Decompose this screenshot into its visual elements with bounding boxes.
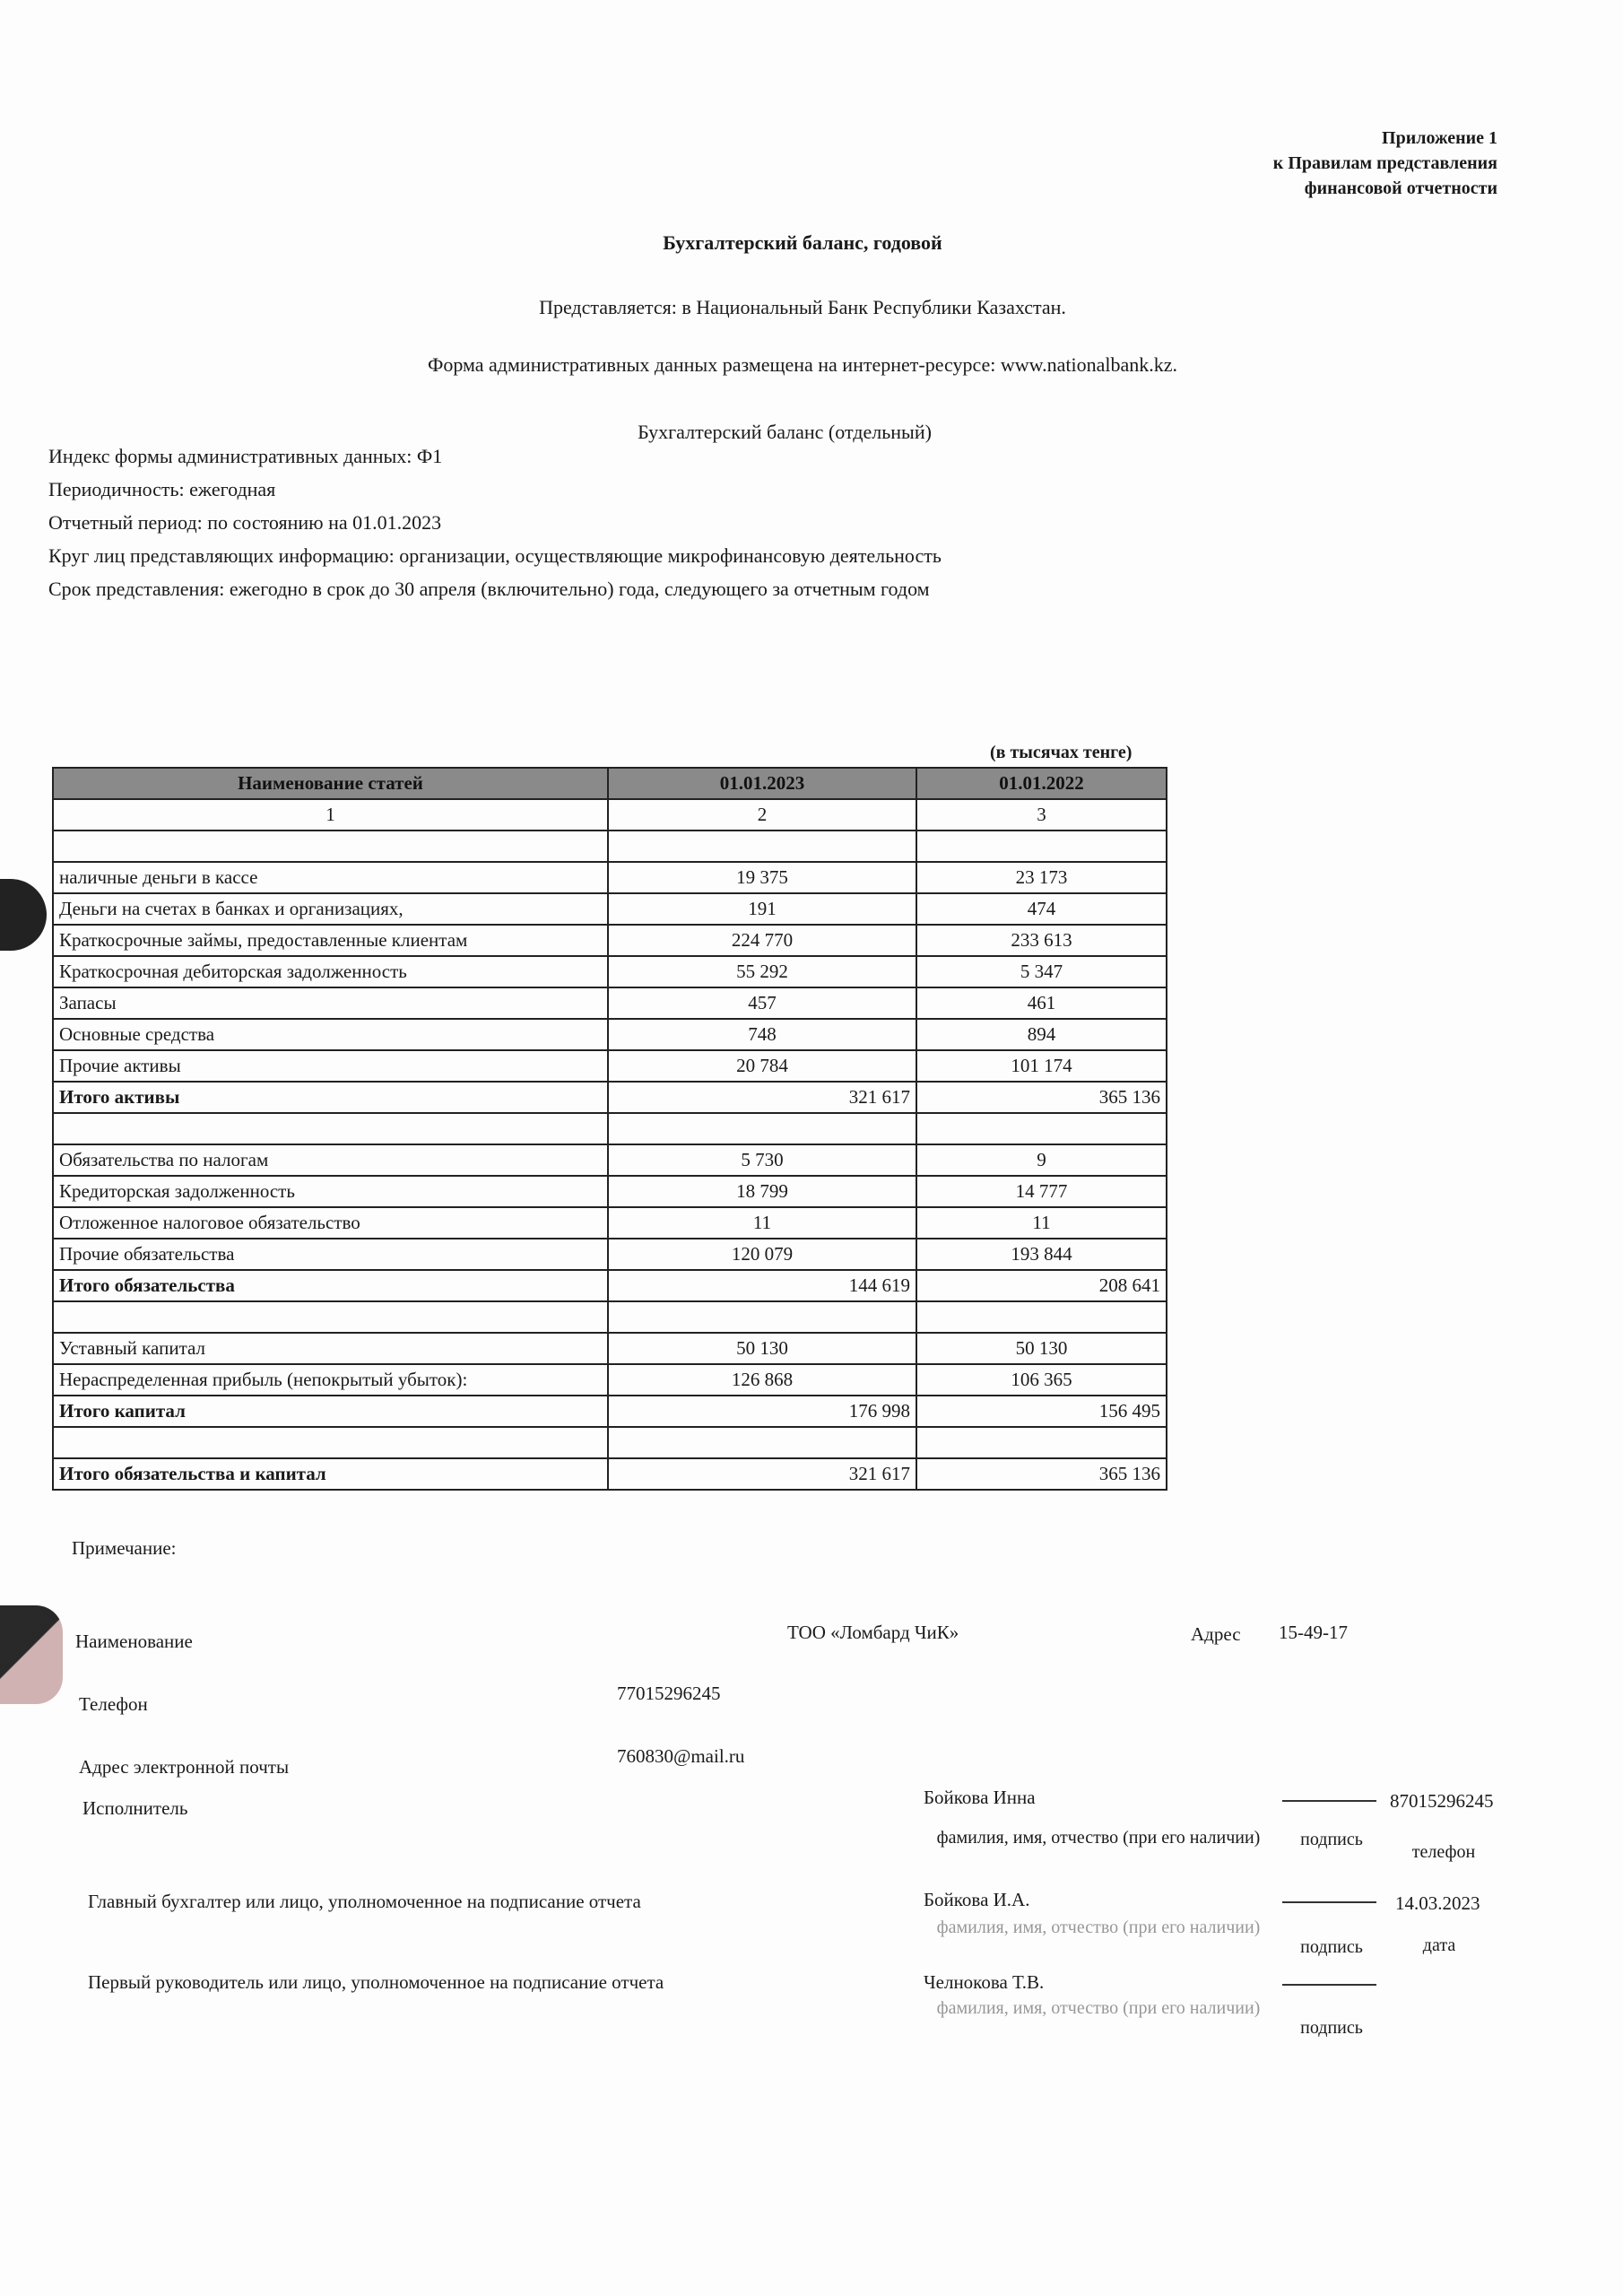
table-row (53, 1050, 1167, 1082)
row-label: Обязательства по налогам (53, 1144, 608, 1176)
executor-phone: 87015296245 (1390, 1790, 1494, 1812)
row-label: Итого обязательства (53, 1270, 608, 1301)
chief-accountant-signature-caption: подпись (1300, 1937, 1363, 1957)
row-label (53, 1427, 608, 1458)
row-label (53, 1301, 608, 1333)
value-2023: 5 730 (608, 1144, 916, 1176)
email-label: Адрес электронной почты (79, 1756, 290, 1778)
form-location: Форма административных данных размещена на интернет-ресурсе: www.nationalbank.kz. (427, 353, 1178, 376)
executor-signature-line (1282, 1800, 1376, 1802)
binder-clip-icon (0, 879, 47, 951)
value-2023: 55 292 (608, 956, 916, 987)
value-2022: 365 136 (916, 1082, 1167, 1113)
periodicity: Периодичность: ежегодная (48, 478, 276, 500)
value-2023: 19 375 (608, 862, 916, 893)
value-2022: 106 365 (916, 1364, 1167, 1396)
row-label: Краткосрочная дебиторская задолженность (53, 956, 608, 987)
reporting-scope: Круг лиц представляющих информацию: организации, осуществляющие микрофинансовую деятельность (48, 544, 942, 567)
phone-value: 77015296245 (617, 1683, 721, 1704)
column-index: 1 (53, 799, 608, 831)
table-row (53, 987, 1167, 1019)
column-index-row (53, 799, 1167, 831)
value-2023: 50 130 (608, 1333, 916, 1364)
director-name: Челнокова Т.В. (924, 1971, 1045, 1993)
executor-name: Бойкова Инна (924, 1787, 1036, 1808)
value-2023 (608, 831, 916, 862)
value-2023: 224 770 (608, 925, 916, 956)
value-2023 (608, 1427, 916, 1458)
table-row (53, 1427, 1167, 1458)
row-label: Краткосрочные займы, предоставленные клиентам (53, 925, 608, 956)
table-row (53, 1239, 1167, 1270)
table-header-row (53, 768, 1167, 799)
value-2023 (608, 1301, 916, 1333)
value-2022: 23 173 (916, 862, 1167, 893)
value-2023: 144 619 (608, 1270, 916, 1301)
value-2023 (608, 1113, 916, 1144)
value-2023: 321 617 (608, 1082, 916, 1113)
value-2022: 9 (916, 1144, 1167, 1176)
value-2023: 176 998 (608, 1396, 916, 1427)
value-2023: 11 (608, 1207, 916, 1239)
chief-accountant-fio-caption: фамилия, имя, отчество (при его наличии) (936, 1918, 1261, 1937)
balance-table (52, 767, 1167, 1491)
pen-icon (0, 1605, 63, 1704)
phone-label: Телефон (79, 1693, 148, 1715)
column-index: 3 (916, 799, 1167, 831)
value-2022: 14 777 (916, 1176, 1167, 1207)
value-2023: 18 799 (608, 1176, 916, 1207)
appendix-block (1273, 126, 1497, 201)
chief-accountant-signature-line (1282, 1901, 1376, 1903)
table-row (53, 1176, 1167, 1207)
chief-accountant-label: Главный бухгалтер или лицо, уполномоченное на подписание отчета (88, 1891, 641, 1912)
email-value: 760830@mail.ru (617, 1745, 745, 1767)
row-label: Отложенное налоговое обязательство (53, 1207, 608, 1239)
executor-signature-caption: подпись (1300, 1830, 1363, 1849)
row-label: Нераспределенная прибыль (непокрытый убыток): (53, 1364, 608, 1396)
appendix-line-2: к Правилам представления (1272, 153, 1497, 173)
row-label: Запасы (53, 987, 608, 1019)
chief-accountant-name: Бойкова И.А. (924, 1889, 1030, 1910)
value-2022: 11 (916, 1207, 1167, 1239)
director-label: Первый руководитель или лицо, уполномоченное на подписание отчета (88, 1971, 664, 1993)
meta-block (48, 439, 942, 605)
form-index: Индекс формы административных данных: Ф1 (48, 445, 443, 467)
value-2022: 461 (916, 987, 1167, 1019)
value-2022: 365 136 (916, 1458, 1167, 1490)
header-item-name: Наименование статей (53, 768, 608, 799)
value-2022: 5 347 (916, 956, 1167, 987)
row-label (53, 1113, 608, 1144)
value-2023: 748 (608, 1019, 916, 1050)
table-row (53, 1458, 1167, 1490)
submission-deadline: Срок представления: ежегодно в срок до 30 апреля (включительно) года, следующего за отчетным годом (48, 578, 930, 600)
header-date-2023: 01.01.2023 (608, 768, 916, 799)
value-2022: 193 844 (916, 1239, 1167, 1270)
table-row (53, 831, 1167, 862)
value-2023: 191 (608, 893, 916, 925)
table-row (53, 1270, 1167, 1301)
value-2023: 20 784 (608, 1050, 916, 1082)
value-2022: 894 (916, 1019, 1167, 1050)
executor-fio-caption: фамилия, имя, отчество (при его наличии) (936, 1828, 1261, 1848)
executor-phone-caption: телефон (1411, 1842, 1476, 1862)
row-label: Прочие обязательства (53, 1239, 608, 1270)
value-2022 (916, 1301, 1167, 1333)
table-row (53, 1082, 1167, 1113)
director-signature-line (1282, 1984, 1376, 1986)
table-row (53, 1364, 1167, 1396)
appendix-line-3: финансовой отчетности (1304, 178, 1497, 198)
row-label: Кредиторская задолженность (53, 1176, 608, 1207)
director-fio-caption: фамилия, имя, отчество (при его наличии) (936, 1998, 1261, 2018)
table-row (53, 893, 1167, 925)
value-2022 (916, 831, 1167, 862)
value-2023: 457 (608, 987, 916, 1019)
date-caption: дата (1422, 1935, 1456, 1955)
value-2022: 101 174 (916, 1050, 1167, 1082)
submitted-to: Представляется: в Национальный Банк Республики Казахстан. (539, 296, 1066, 318)
report-date: 14.03.2023 (1395, 1892, 1480, 1914)
executor-label: Исполнитель (82, 1797, 188, 1819)
table-row (53, 1396, 1167, 1427)
row-label: Основные средства (53, 1019, 608, 1050)
value-2022: 50 130 (916, 1333, 1167, 1364)
note-label: Примечание: (72, 1537, 177, 1559)
table-row (53, 1113, 1167, 1144)
row-label: Итого обязательства и капитал (53, 1458, 608, 1490)
row-label: Прочие активы (53, 1050, 608, 1082)
units-note: (в тысячах тенге) (990, 743, 1133, 762)
value-2022: 474 (916, 893, 1167, 925)
row-label: наличные деньги в кассе (53, 862, 608, 893)
value-2022 (916, 1113, 1167, 1144)
document-title: Бухгалтерский баланс, годовой (663, 231, 942, 254)
appendix-line-1: Приложение 1 (1382, 128, 1497, 148)
row-label: Итого активы (53, 1082, 608, 1113)
organization-name: ТОО «Ломбард ЧиК» (787, 1622, 959, 1643)
row-label: Уставный капитал (53, 1333, 608, 1364)
table-row (53, 1144, 1167, 1176)
table-row (53, 1207, 1167, 1239)
address-value: 15-49-17 (1279, 1622, 1348, 1643)
table-row (53, 1019, 1167, 1050)
table-row (53, 956, 1167, 987)
document-subtitle: Бухгалтерский баланс (отдельный) (638, 421, 932, 443)
table-row (53, 1301, 1167, 1333)
value-2022: 208 641 (916, 1270, 1167, 1301)
table-row (53, 1333, 1167, 1364)
value-2023: 120 079 (608, 1239, 916, 1270)
address-label: Адрес (1191, 1623, 1241, 1645)
row-label (53, 831, 608, 862)
value-2022: 156 495 (916, 1396, 1167, 1427)
value-2023: 126 868 (608, 1364, 916, 1396)
row-label: Итого капитал (53, 1396, 608, 1427)
header-date-2022: 01.01.2022 (916, 768, 1167, 799)
table-row (53, 925, 1167, 956)
table-row (53, 862, 1167, 893)
value-2022: 233 613 (916, 925, 1167, 956)
value-2022 (916, 1427, 1167, 1458)
value-2023: 321 617 (608, 1458, 916, 1490)
column-index: 2 (608, 799, 916, 831)
reporting-period: Отчетный период: по состоянию на 01.01.2023 (48, 511, 442, 534)
director-signature-caption: подпись (1300, 2018, 1363, 2038)
name-label: Наименование (75, 1631, 193, 1652)
row-label: Деньги на счетах в банках и организациях, (53, 893, 608, 925)
